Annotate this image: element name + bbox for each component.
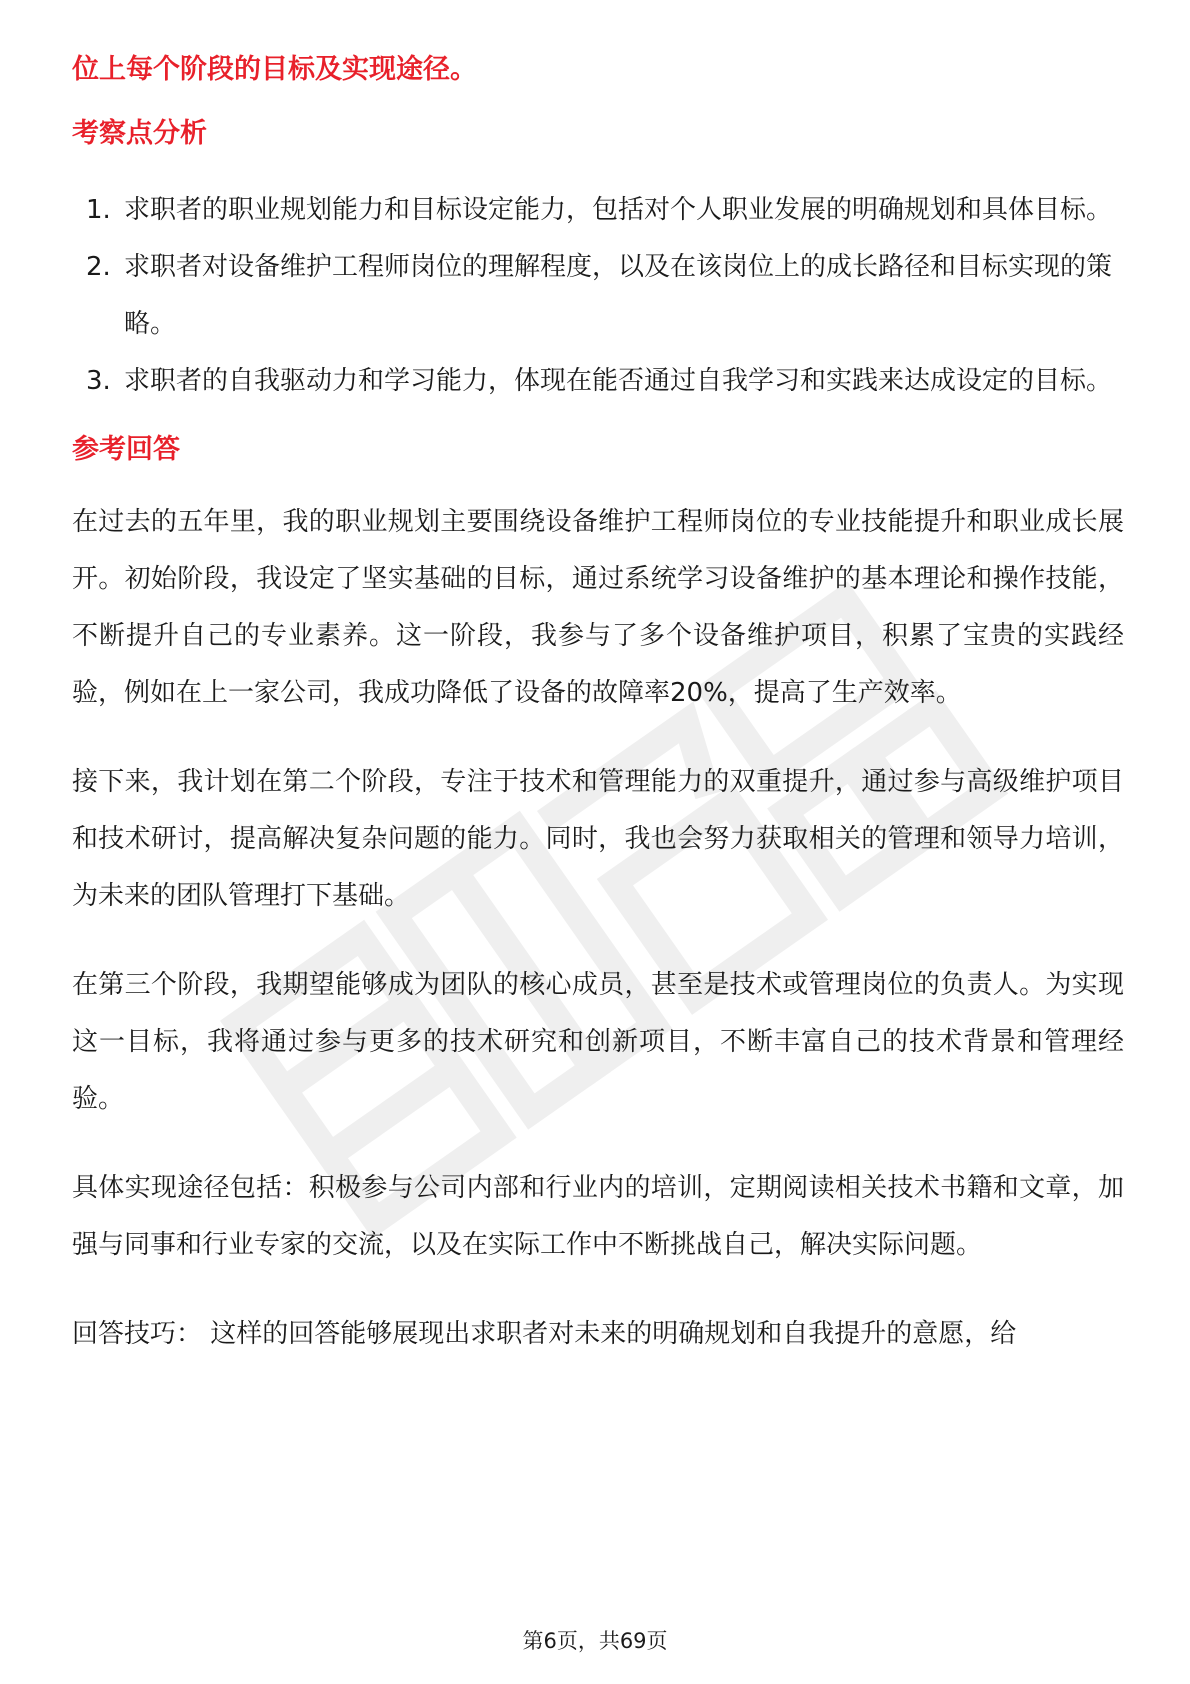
- answer-tip-paragraph: 回答技巧： 这样的回答能够展现出求职者对未来的明确规划和自我提升的意愿，给: [72, 1319, 1017, 1349]
- answer-heading: 参考回答: [72, 434, 180, 465]
- answer-paragraph: 具体实现途径包括：积极参与公司内部和行业内的培训，定期阅读相关技术书籍和文章，加强与同事和行业专家的交流，以及在实际工作中不断挑战自己，解决实际问题。: [72, 1173, 1124, 1260]
- list-item-text: 求职者对设备维护工程师岗位的理解程度，以及在该岗位上的成长路径和目标实现的策略。: [124, 252, 1113, 339]
- list-item-text: 求职者的职业规划能力和目标设定能力，包括对个人职业发展的明确规划和具体目标。: [124, 195, 1113, 225]
- answer-paragraph: 在第三个阶段，我期望能够成为团队的核心成员，甚至是技术或管理岗位的负责人。为实现这一目标，我将通过参与更多的技术研究和创新项目，不断丰富自己的技术背景和管理经验。: [72, 970, 1124, 1114]
- answer-paragraph: 在过去的五年里，我的职业规划主要围绕设备维护工程师岗位的专业技能提升和职业成长展开。初始阶段，我设定了坚实基础的目标，通过系统学习设备维护的基本理论和操作技能，不断提升自己的专业素养。这一阶段，我参与了多个设备维护项目，积累了宝贵的实践经验，例如在上一家公司，我成功降低了设备的故障率20%，提高了生产效率。: [72, 507, 1124, 708]
- list-item-text: 求职者的自我驱动力和学习能力，体现在能否通过自我学习和实践来达成设定的目标。: [124, 366, 1113, 396]
- intro-line: 位上每个阶段的目标及实现途径。: [72, 54, 477, 85]
- list-item: [72, 182, 1124, 239]
- answer-paragraph: 接下来，我计划在第二个阶段，专注于技术和管理能力的双重提升，通过参与高级维护项目和技术研讨，提高解决复杂问题的能力。同时，我也会努力获取相关的管理和领导力培训，为未来的团队管理打下基础。: [72, 767, 1124, 911]
- list-item-number: 3.: [86, 366, 111, 396]
- analysis-list: [72, 182, 1124, 410]
- list-item: [72, 239, 1124, 353]
- page-number-footer: 第6页，共69页: [522, 1629, 668, 1653]
- list-item-number: 2.: [86, 252, 111, 282]
- document-content: [72, 48, 1124, 1395]
- list-item: [72, 353, 1124, 410]
- list-item-number: 1.: [86, 195, 111, 225]
- analysis-heading: 考察点分析: [72, 118, 207, 149]
